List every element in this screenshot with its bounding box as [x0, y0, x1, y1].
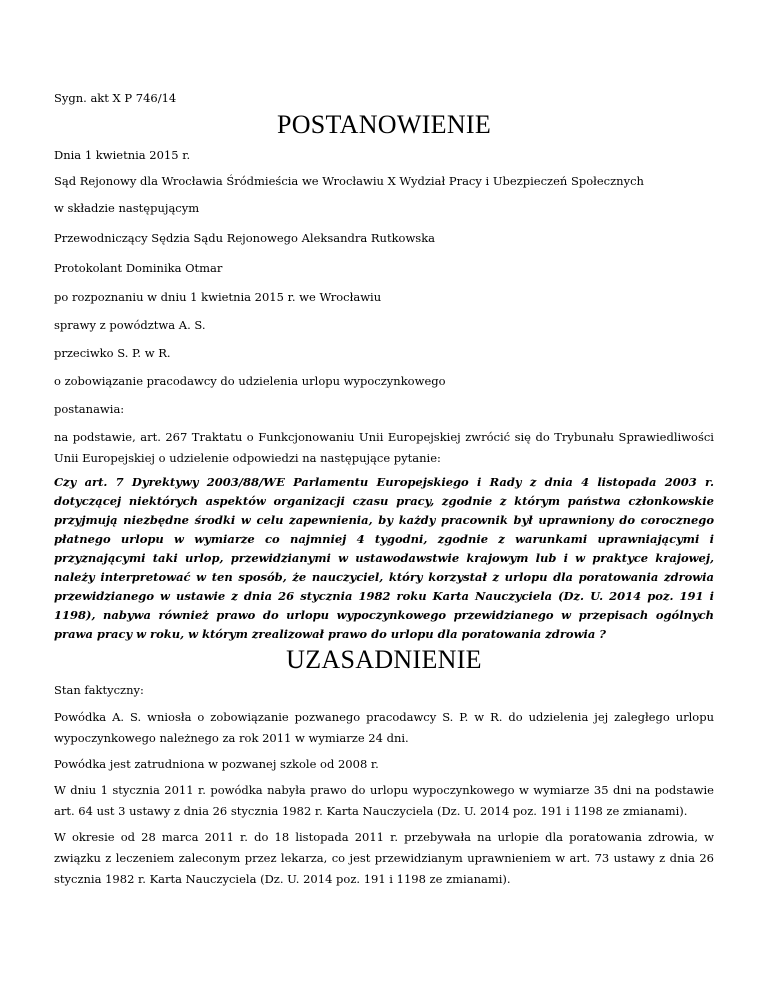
- clerk: Protokolant Dominika Otmar: [54, 261, 223, 275]
- case-reference: Sygn. akt X P 746/14: [54, 91, 177, 105]
- case-defendant: przeciwko S. P. w R.: [54, 346, 171, 360]
- composition-intro: w składzie następującym: [54, 201, 200, 215]
- hearing-line: po rozpoznaniu w dniu 1 kwietnia 2015 r. we Wrocławiu: [54, 290, 382, 304]
- fact-paragraph-2: Powódka jest zatrudniona w pozwanej szkole od 2008 r.: [54, 757, 379, 771]
- facts-label: Stan faktyczny:: [54, 683, 144, 697]
- ruling-paragraph: na podstawie, art. 267 Traktatu o Funkcjonowaniu Unii Europejskiej zwrócić się do Trybunału Sprawiedliwości Unii Europejskiej o udzielenie odpowiedzi na następujące pytanie:: [54, 430, 714, 465]
- document-title: POSTANOWIENIE: [276, 110, 492, 139]
- presiding-judge: Przewodniczący Sędzia Sądu Rejonowego Aleksandra Rutkowska: [54, 231, 436, 245]
- preliminary-question: Czy art. 7 Dyrektywy 2003/88/WE Parlamentu Europejskiego i Rady z dnia 4 listopada 2003 r. dotyczącej niektórych aspektów organizacji czasu pracy, zgodnie z którym państwa członkowskie przyjmują niezbędne środki w celu zapewnienia, by każdy pracownik był uprawniony do corocznego płatnego urlopu w wymiarze co najmniej 4 tygodni, zgodnie z warunkami uprawniającymi i przyznającymi taki urlop, przewidzianymi w ustawodawstwie krajowym lub i w praktyce krajowej, należy interpretować w ten sposób, że nauczyciel, który korzystał z urlopu dla poratowania zdrowia przewidzianego w ustawie z dnia 26 stycznia 1982 roku Karta Nauczyciela (Dz. U. 2014 poz. 191 i 1198), nabywa również prawo do urlopu wypoczynkowego przewidzianego w przepisach ogólnych prawa pracy w roku, w którym zrealizował prawo do urlopu dla poratowania zdrowia ?: [54, 475, 714, 641]
- case-plaintiff: sprawy z powództwa A. S.: [54, 318, 206, 332]
- fact-paragraph-3: W dniu 1 stycznia 2011 r. powódka nabyła prawo do urlopu wypoczynkowego w wymiarze 35 dni na podstawie art. 64 ust 3 ustawy z dnia 26 stycznia 1982 r. Karta Nauczyciela (Dz. U. 2014 poz. 191 i 1198 ze zmianami).: [54, 783, 714, 818]
- date-line: Dnia 1 kwietnia 2015 r.: [54, 148, 191, 162]
- fact-paragraph-4: W okresie od 28 marca 2011 r. do 18 listopada 2011 r. przebywała na urlopie dla poratowania zdrowia, w związku z leczeniem zaleconym przez lekarza, co jest przewidzianym uprawnieniem w art. 73 ustawy z dnia 26 stycznia 1982 r. Karta Nauczyciela (Dz. U. 2014 poz. 191 i 1198 ze zmianami).: [54, 830, 714, 886]
- fact-paragraph-1: Powódka A. S. wniosła o zobowiązanie pozwanego pracodawcy S. P. w R. do udzielenia jej zaległego urlopu wypoczynkowego należnego za rok 2011 w wymiarze 24 dni.: [54, 710, 714, 745]
- court-name: Sąd Rejonowy dla Wrocławia Śródmieścia we Wrocławiu X Wydział Pracy i Ubezpieczeń Społecznych: [54, 174, 644, 188]
- case-subject: o zobowiązanie pracodawcy do udzielenia urlopu wypoczynkowego: [54, 374, 446, 388]
- justification-title: UZASADNIENIE: [286, 645, 482, 674]
- decides-line: postanawia:: [54, 402, 125, 416]
